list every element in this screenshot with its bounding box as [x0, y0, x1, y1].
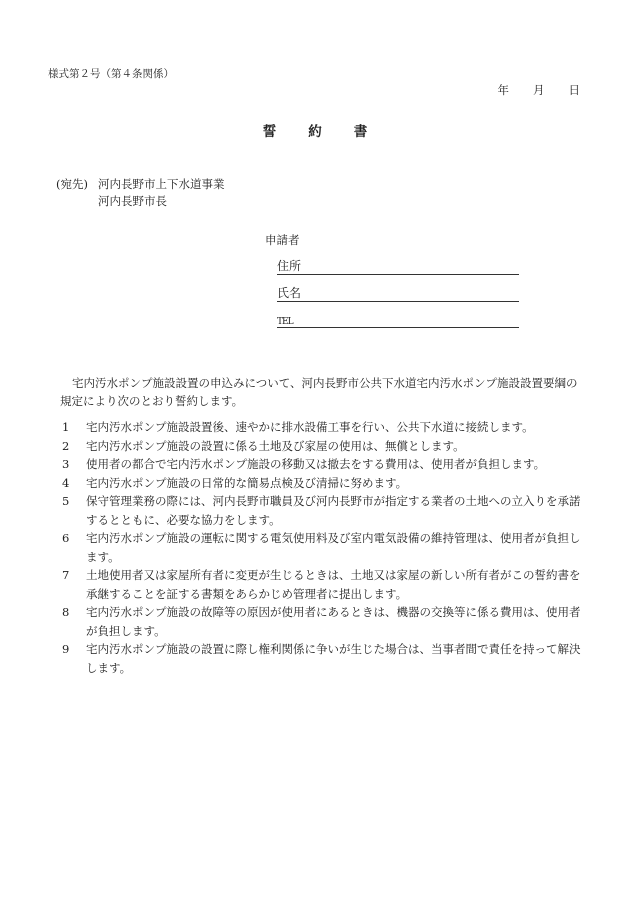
- item-text: 保守管理業務の際には、河内長野市職員及び河内長野市が指定する業者の土地への立入りを承諾するとともに、必要な協力をします。: [86, 494, 581, 527]
- applicant-label: 申請者: [265, 233, 300, 247]
- date-month: 月: [533, 83, 545, 97]
- form-number: 様式第２号（第４条関係）: [48, 68, 174, 80]
- tel-label: TEL: [277, 317, 293, 327]
- addressee-line1: 河内長野市上下水道事業: [98, 177, 225, 191]
- pledge-list: [56, 418, 584, 677]
- item-text: 宅内汚水ポンプ施設の故障等の原因が使用者にあるときは、機器の交換等に係る費用は、使用者が負担します。: [86, 605, 581, 638]
- date-line: [498, 82, 581, 98]
- item-text: 宅内汚水ポンプ施設の設置に係る土地及び家屋の使用は、無償とします。: [86, 438, 465, 453]
- item-number: 6: [62, 531, 70, 545]
- addressee-line2: 河内長野市長: [98, 194, 167, 208]
- addressee-label: (宛先): [56, 177, 88, 191]
- intro-paragraph: 宅内汚水ポンプ施設設置の申込みについて、河内長野市公共下水道宅内汚水ポンプ施設設置要綱の規定により次のとおり誓約します。: [60, 376, 578, 408]
- list-item: [56, 603, 584, 640]
- list-item: [56, 529, 584, 566]
- list-item: [56, 455, 584, 474]
- item-number: 9: [62, 642, 70, 656]
- list-item: [56, 437, 584, 456]
- list-item: [56, 474, 584, 493]
- address-field[interactable]: [277, 258, 519, 275]
- list-item: [56, 492, 584, 529]
- name-label: 氏名: [277, 286, 302, 300]
- item-text: 土地使用者又は家屋所有者に変更が生じるときは、土地又は家屋の新しい所有者がこの誓約書を承継することを証する書類をあらかじめ管理者に提出します。: [86, 568, 581, 601]
- document-title: 誓約書: [262, 124, 400, 140]
- item-number: 3: [62, 457, 70, 471]
- item-text: 宅内汚水ポンプ施設の運転に関する電気使用料及び室内電気設備の維持管理は、使用者が負担します。: [86, 531, 581, 564]
- item-number: 7: [62, 568, 70, 582]
- item-text: 使用者の都合で宅内汚水ポンプ施設の移動又は撤去をする費用は、使用者が負担します。: [86, 457, 546, 471]
- item-number: 5: [62, 494, 70, 508]
- item-number: 2: [62, 438, 70, 453]
- item-number: 8: [62, 605, 70, 619]
- list-item: [56, 640, 584, 677]
- addressee-block: [56, 176, 225, 210]
- list-item: [56, 418, 584, 437]
- item-number: 4: [62, 475, 70, 490]
- tel-field[interactable]: [277, 311, 519, 328]
- date-day: 日: [568, 83, 580, 97]
- date-year: 年: [497, 83, 509, 97]
- name-field[interactable]: [277, 285, 519, 302]
- item-text: 宅内汚水ポンプ施設の日常的な簡易点検及び清掃に努めます。: [86, 475, 408, 490]
- address-label: 住所: [277, 259, 302, 273]
- item-text: 宅内汚水ポンプ施設設置後、速やかに排水設備工事を行い、公共下水道に接続します。: [86, 420, 534, 434]
- item-text: 宅内汚水ポンプ施設の設置に際し権利関係に争いが生じた場合は、当事者間で責任を持って解決します。: [86, 642, 581, 675]
- item-number: 1: [62, 420, 70, 434]
- list-item: [56, 566, 584, 603]
